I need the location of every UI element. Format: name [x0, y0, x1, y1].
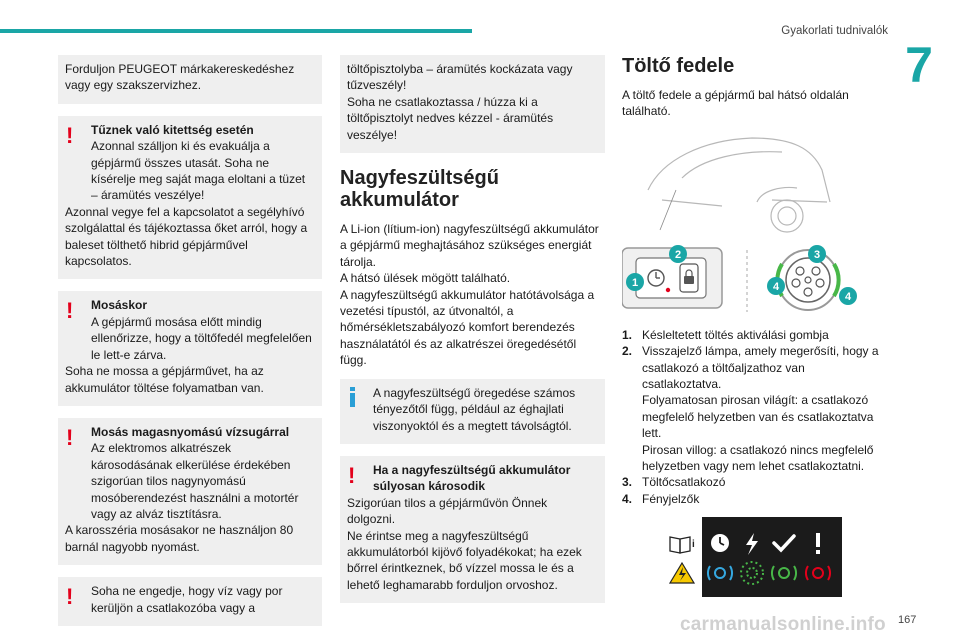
continued-warning [340, 55, 605, 153]
body-paragraph: A Li-ion (lítium-ion) nagyfeszültségű akkumulátor a gépjármű meghajtásához szükséges energiát tárolja. A hátsó ülések mögött található. A nagyfeszültségű akkumulátor hatótávolsága a vezetési típustól, az útvonaltól, a hőmérsékletszabályozó komfort berendezés használatától és az alkatrészei öregedésétől függ. [340, 222, 599, 368]
warning-line: Ne érintse meg a nagyfeszültségű akkumulátorból kijövő folyadékokat; ha ezek bőrrel érintkeznek, bő vízzel mossa le és a lehető leghamarabb forduljon orvoshoz. [347, 528, 582, 592]
legend-list [622, 327, 884, 507]
watermark: carmanualsonline.info [680, 614, 886, 635]
warning-fire [58, 116, 322, 280]
list-item: 2. Visszajelző lámpa, amely megerősíti, hogy a csatlakozó a töltőaljzathoz van csatlakoztatva. Folyamatosan pirosan világít: a csatlakozó megfelelő helyzetben van és csatlakoztatva lett. Pirosan villog: a csatlakozó nincs megfelelő helyzetben vagy nem lehet csatlakoztatni. [622, 344, 879, 474]
warning-title: Tűznek való kitettség esetén [91, 122, 254, 137]
warning-title: Ha a nagyfeszültségű akkumulátor súlyosan károsodik [373, 462, 571, 494]
plugged-indicator [666, 288, 670, 292]
callout-4-left [767, 277, 785, 295]
section-heading: Nagyfeszültségű akkumulátor [340, 167, 499, 212]
svg-text:4: 4 [772, 280, 780, 293]
callout-1 [626, 273, 644, 291]
car-rear-illustration [648, 138, 830, 232]
light-signals-panel [662, 517, 842, 597]
info-box [340, 379, 605, 444]
column-1 [58, 55, 322, 638]
exclamation-icon [816, 533, 820, 554]
warning-high-pressure [58, 418, 322, 565]
column-3 [622, 55, 884, 597]
leader-line [660, 190, 676, 230]
warning-icon: ! [348, 462, 356, 488]
charging-flap-illustration [622, 130, 872, 316]
callout-2 [669, 245, 687, 263]
warning-line: Azonnal vegye fel a kapcsolatot a segélyhívó szolgálattal és tájékoztassa őket arról, hogy a baleset tölthető hibrid gépjárművel kapcsolatos. [65, 204, 308, 269]
list-item: 1. Késleltetett töltés aktiválási gombja [622, 327, 829, 342]
warning-title: Mosás magasnyomású vízsugárral [91, 424, 290, 439]
warning-title: Mosáskor [91, 298, 148, 313]
warning-line: A karosszéria mosásakor ne használjon 80 barnál nagyobb nyomást. [65, 523, 294, 554]
body-paragraph: A töltő fedele a gépjármű bal hátsó oldalán található. [622, 88, 849, 119]
warning-line: töltőpisztolyba – áramütés kockázata vagy tűzveszély! [347, 62, 573, 93]
warning-icon: ! [66, 424, 74, 450]
warning-washing [58, 291, 322, 405]
warning-battery-damage [340, 456, 605, 603]
svg-text:4: 4 [844, 290, 852, 303]
light-indicator-right [834, 264, 839, 296]
warning-line: Soha ne mossa a gépjárművet, ha az akkumulátor töltése folyamatban van. [65, 364, 264, 395]
section-heading: Töltő fedele [622, 55, 735, 77]
list-item: 4. Fényjelzők [622, 491, 700, 506]
svg-text:3: 3 [813, 248, 821, 261]
warning-icon: ! [66, 584, 74, 610]
warning-icon: ! [66, 298, 74, 324]
warning-water-dust [58, 577, 322, 626]
clock-icon [711, 534, 729, 552]
lock-icon [684, 276, 694, 284]
warning-line: Szigorúan tilos a gépjárművön Önnek dolgozni. [347, 495, 548, 527]
warning-line: Soha ne csatlakoztassa / húzza ki a töltőpisztolyt nedves kézzel - áramütés veszélye! [347, 94, 554, 142]
callout-3 [808, 245, 826, 263]
column-2 [340, 55, 605, 615]
info-text: A nagyfeszültségű öregedése számos tényezőtől függ, például az éghajlati viszonyoktól és a megtett távolságtól. [373, 385, 576, 433]
warning-line: Azonnal szálljon ki és evakuálja a gépjármű összes utasát. Soha ne kísérelje meg saját maga eloltani a tüzet – áramütés veszélye! [91, 139, 306, 203]
svg-text:i: i [692, 539, 695, 551]
section-title: Gyakorlati tudnivalók [781, 25, 888, 37]
note-text: Forduljon PEUGEOT márkakereskedéshez vagy egy szakszervizhez. [65, 62, 295, 93]
callout-4-right [839, 287, 857, 305]
warning-icon: ! [66, 122, 74, 148]
chapter-number: 7 [905, 37, 933, 93]
warning-line: A gépjármű mosása előtt mindig ellenőrizze, hogy a töltőfedél megfelelően le lett-e zárva. [91, 314, 312, 362]
warning-line: Soha ne engedje, hogy víz vagy por kerüljön a csatlakozóba vagy a [91, 584, 283, 615]
warning-line: Az elektromos alkatrészek károsodásának elkerülése érdekében szigorúan tilos nagynyomású mosóberendezést használni a motortér vagy az alváz tisztításra. [91, 441, 299, 521]
svg-text:2: 2 [674, 248, 682, 261]
info-icon [348, 387, 362, 407]
list-item: 3. Töltőcsatlakozó [622, 475, 726, 490]
note-box [58, 55, 322, 104]
charging-socket [777, 250, 838, 310]
page-number: 167 [898, 614, 917, 626]
header-accent-bar [0, 29, 472, 33]
svg-text:1: 1 [631, 276, 639, 289]
